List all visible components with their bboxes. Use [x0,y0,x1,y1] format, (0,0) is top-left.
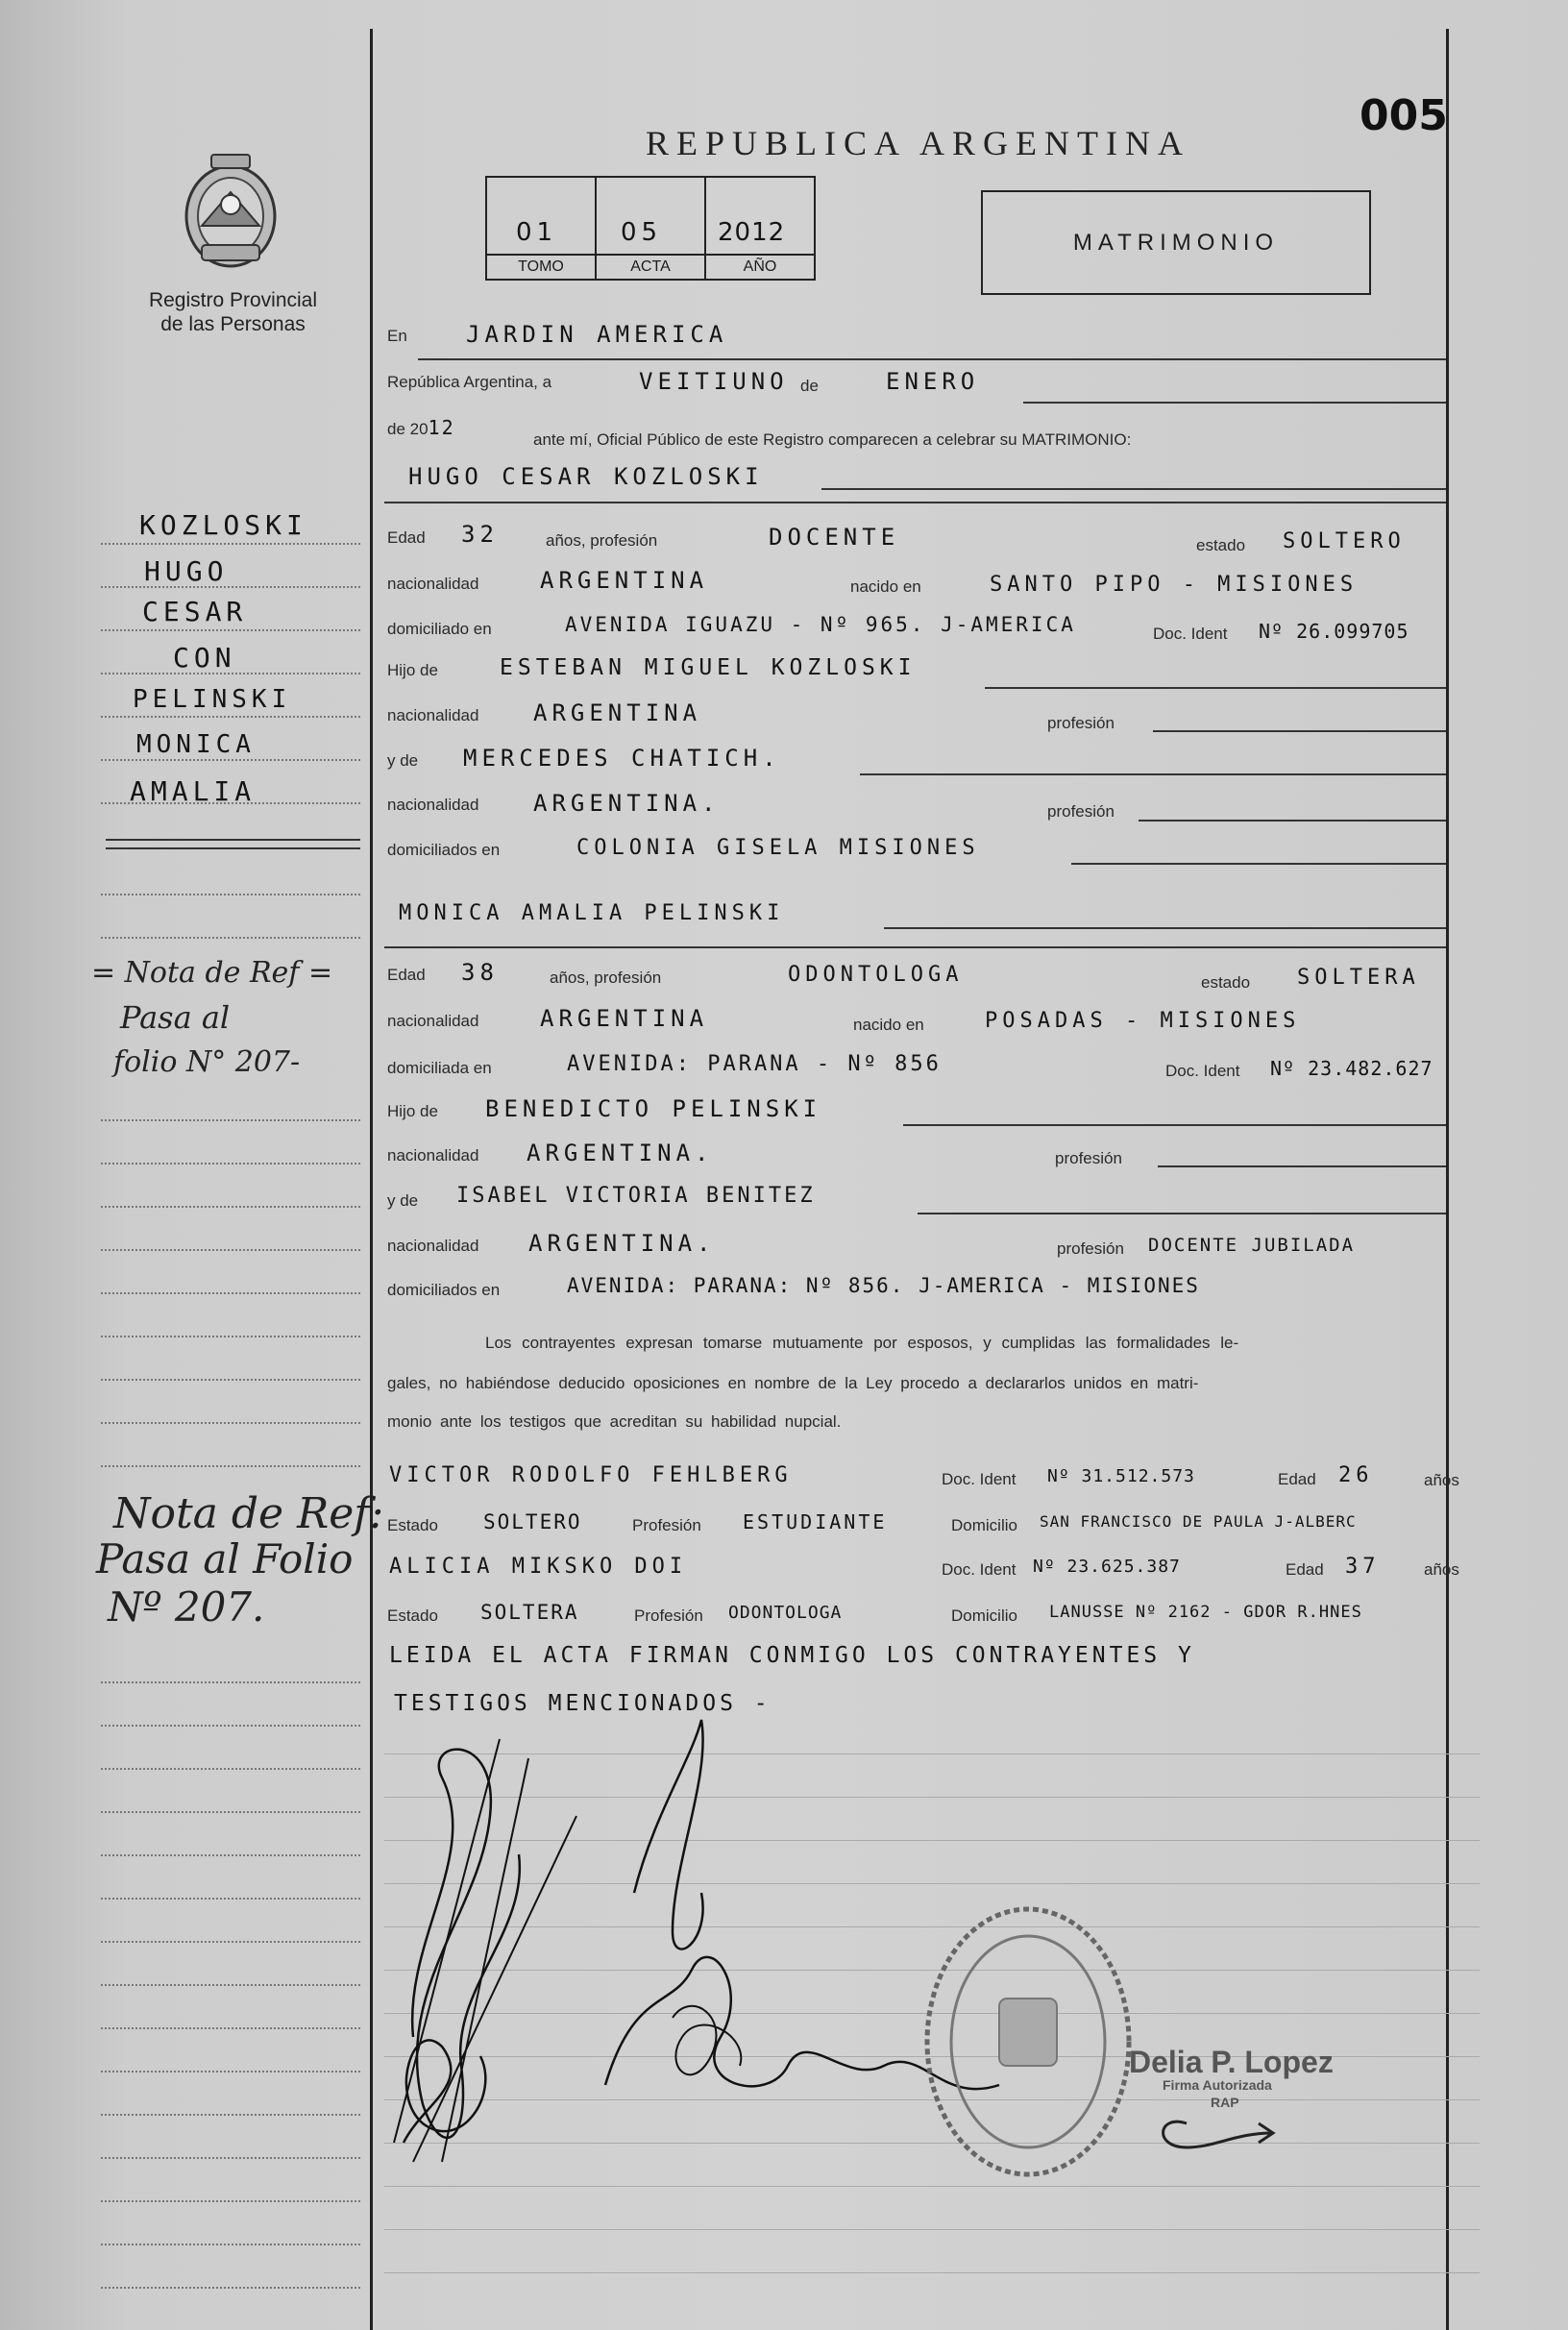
margin-ruled-line [101,894,360,895]
place-value: JARDIN AMERICA [466,321,728,348]
margin-note-line: AMALIA [130,775,257,807]
bride-mother-nationality: ARGENTINA. [528,1230,716,1257]
bride-mother-nac-label: nacionalidad [387,1237,479,1255]
signer-stamp-initials: RAP [1211,2095,1239,2110]
date-line [1023,402,1446,404]
bride-name: MONICA AMALIA PELINSKI [399,901,785,925]
groom-father-prof-label: profesión [1047,714,1115,732]
groom-yde-label: y de [387,751,419,770]
closing-line-2: TESTIGOS MENCIONADOS - [394,1691,772,1716]
signer-stamp-title: Firma Autorizada [1163,2077,1272,2093]
witness-2-profession: ODONTOLOGA [728,1603,843,1623]
place-line [418,358,1446,360]
groom-name-line [821,488,1446,490]
closing-line-1: LEIDA EL ACTA FIRMAN CONMIGO LOS CONTRAYENTES Y [389,1643,1195,1668]
margin-note-line: CESAR [142,596,248,627]
bride-mother-profession: DOCENTE JUBILADA [1148,1235,1356,1256]
bride-mother: ISABEL VICTORIA BENITEZ [456,1184,816,1208]
groom-birthplace: SANTO PIPO - MISIONES [990,573,1359,597]
margin-ruled-line [101,1379,360,1381]
margin-ruled-line [101,759,360,761]
margin-ruled-line [101,586,360,588]
bride-doc: Nº 23.482.627 [1270,1057,1433,1080]
margin-note-line: CON [173,642,236,674]
groom-mother-line [860,773,1446,775]
declaration-line-3: monio ante los testigos que acreditan su habilidad nupcial. [387,1412,842,1431]
groom-edad-label: Edad [387,528,426,547]
declaration-line-2: gales, no habiéndose deducido oposiciones en nombre de la Ley procedo a declararlos unidos en matri- [387,1374,1199,1392]
groom-mother-prof-line [1139,820,1446,822]
margin-ruled-line [101,1206,360,1208]
right-border-line [1446,29,1449,2330]
bride-father-nationality: ARGENTINA. [527,1140,714,1166]
witness-2-doc: Nº 23.625.387 [1033,1557,1181,1577]
bride-civil-status: SOLTERA [1297,966,1420,990]
groom-mother: MERCEDES CHATICH. [463,745,781,772]
margin-ruled-line [101,1984,360,1986]
groom-father-nationality: ARGENTINA [533,699,702,726]
margin-ruled-line [101,2287,360,2289]
bride-name-line [884,927,1446,929]
margin-ruled-line [101,2027,360,2029]
witness-1-doc: Nº 31.512.573 [1047,1466,1195,1486]
margin-note-line: HUGO [144,555,229,587]
groom-nationality: ARGENTINA [540,567,709,594]
acta-label: ACTA [597,254,704,279]
signer-initial-scribble [1148,2104,1283,2162]
margin-double-line [106,847,360,849]
bride-nacido-label: nacido en [853,1016,924,1034]
groom-domiciliado-label: domiciliado en [387,620,492,638]
witness-1-anos-label: años [1424,1471,1459,1489]
groom-father-prof-line [1153,730,1446,732]
margin-ruled-line [101,2071,360,2072]
body-ruled-line [384,2272,1480,2273]
bride-doc-label: Doc. Ident [1165,1062,1240,1080]
groom-estado-label: estado [1196,536,1246,554]
margin-ruled-line [101,1336,360,1337]
de20-text: de 20 [387,420,429,438]
groom-father-line [985,687,1446,689]
margin-ruled-line [101,1119,360,1121]
tomo-cell [487,178,597,279]
bride-nationality: ARGENTINA [540,1005,709,1032]
margin-ruled-line [101,937,360,939]
bride-age: 38 [461,959,499,986]
witness-2-civil-status: SOLTERA [480,1601,579,1624]
witness-1-doc-label: Doc. Ident [942,1470,1017,1488]
witness-1-profesion-label: Profesión [632,1516,701,1534]
act-type-box [981,190,1371,295]
margin-ref-note-bottom-line: Pasa al Folio [96,1535,354,1582]
ante-text: ante mí, Oficial Público de este Registro comparecen a celebrar su MATRIMONIO: [533,430,1132,449]
bride-domiciliada-label: domiciliada en [387,1059,492,1077]
declaration-line-1: Los contrayentes expresan tomarse mutuamente por esposos, y cumplidas las formalidades le- [485,1334,1239,1352]
bride-father-nac-label: nacionalidad [387,1146,479,1165]
bride-mother-line [918,1213,1446,1214]
country-title: REPUBLICA ARGENTINA [646,124,1191,162]
bride-edad-label: Edad [387,966,426,984]
page-number: 005 [1360,91,1448,140]
bride-father: BENEDICTO PELINSKI [485,1095,822,1122]
groom-doc: Nº 26.099705 [1259,620,1409,643]
bride-anos-label: años, profesión [550,969,662,987]
bride-father-prof-label: profesión [1055,1149,1122,1167]
witness-2-name: ALICIA MIKSKO DOI [389,1555,688,1579]
witness-1-address: SAN FRANCISCO DE PAULA J-ALBERC [1040,1512,1357,1531]
act-type-label: MATRIMONIO [1072,230,1280,256]
official-round-stamp-icon [918,1898,1139,2186]
bride-hijo-label: Hijo de [387,1102,438,1120]
witness-2-doc-label: Doc. Ident [942,1560,1017,1579]
margin-ruled-line [101,2157,360,2159]
witness-1-estado-label: Estado [387,1516,438,1534]
witness-1-civil-status: SOLTERO [483,1510,582,1533]
margin-ruled-line [101,1811,360,1813]
groom-profession: DOCENTE [769,524,900,551]
bride-profession: ODONTOLOGA [788,963,964,987]
ano-value: 2012 [718,218,786,247]
margin-ruled-line [101,543,360,545]
witness-2-address: LANUSSE Nº 2162 - GDOR R.HNES [1049,1603,1362,1622]
margin-double-line [106,839,360,841]
margin-note-line: KOZLOSKI [139,509,307,541]
de20-label [387,416,455,439]
bride-estado-label: estado [1201,973,1251,992]
bride-father-line [903,1124,1446,1126]
witness-1-age: 26 [1338,1463,1374,1487]
margin-ruled-line [101,1681,360,1683]
bride-yde-label: y de [387,1191,419,1210]
groom-age: 32 [461,521,499,548]
margin-ref-note-line: folio N° 207- [113,1045,301,1079]
groom-mother-nac-label: nacionalidad [387,796,479,814]
groom-father-nac-label: nacionalidad [387,706,479,724]
tomo-value: 01 [516,218,558,247]
year-suffix: 12 [428,416,455,439]
acta-cell [597,178,706,279]
registry-line-2: de las Personas [160,313,306,335]
groom-nacido-label: nacido en [850,577,921,596]
groom-hijo-label: Hijo de [387,661,438,679]
margin-ref-note-bottom-line: Nota de Ref: [113,1489,384,1538]
margin-ruled-line [101,1898,360,1900]
margin-ruled-line [101,1465,360,1467]
witness-1-edad-label: Edad [1278,1470,1316,1488]
registry-line-1: Registro Provincial [148,289,318,311]
margin-ruled-line [101,1163,360,1165]
groom-nacionalidad-label: nacionalidad [387,575,479,593]
groom-address: AVENIDA IGUAZU - Nº 965. J-AMERICA [565,613,1076,636]
signer-stamp-name: Delia P. Lopez [1129,2045,1334,2079]
margin-ruled-line [101,1768,360,1770]
margin-ruled-line [101,1941,360,1943]
witness-2-estado-label: Estado [387,1606,438,1625]
margin-ruled-line [101,2114,360,2116]
margin-ruled-line [101,1249,360,1251]
groom-name: HUGO CESAR KOZLOSKI [408,463,764,490]
margin-ruled-line [101,1292,360,1294]
ano-cell [706,178,814,279]
margin-ref-note-line: Pasa al [120,999,231,1036]
ano-label: AÑO [706,254,814,279]
groom-parents-address-line [1071,863,1446,865]
body-ruled-line [384,2229,1480,2230]
margin-ruled-line [101,716,360,718]
witness-1-name: VICTOR RODOLFO FEHLBERG [389,1463,793,1487]
bride-mother-prof-label: profesión [1057,1239,1124,1258]
provincial-seal-icon [173,149,288,274]
groom-section-line [384,502,1446,503]
witness-1-profession: ESTUDIANTE [743,1510,888,1533]
margin-ref-note-line: = Nota de Ref = [91,956,333,990]
de-label: de [800,377,819,395]
witness-1-domicilio-label: Domicilio [951,1516,1017,1534]
groom-mother-prof-label: profesión [1047,802,1115,821]
margin-note-line: PELINSKI [133,685,292,714]
groom-civil-status: SOLTERO [1283,529,1406,553]
registry-name [130,288,336,336]
margin-ruled-line [101,2200,360,2202]
en-label: En [387,327,407,345]
margin-ref-note-bottom-line: Nº 207. [108,1583,265,1631]
bride-father-prof-line [1158,1165,1446,1167]
acta-value: 05 [621,218,663,247]
record-grid [487,178,814,279]
bride-parents-address: AVENIDA: PARANA: Nº 856. J-AMERICA - MISIONES [567,1274,1200,1297]
bride-domiciliados-label: domiciliados en [387,1281,501,1299]
margin-note-line: MONICA [136,730,256,759]
groom-domiciliados-label: domiciliados en [387,841,501,859]
margin-ruled-line [101,1725,360,1727]
witness-2-edad-label: Edad [1286,1560,1324,1579]
left-border-line [370,29,373,2330]
month-value: ENERO [886,368,980,395]
tomo-label: TOMO [487,254,595,279]
groom-doc-label: Doc. Ident [1153,625,1228,643]
witness-2-profesion-label: Profesión [634,1606,703,1625]
groom-parents-address: COLONIA GISELA MISIONES [576,836,980,860]
groom-mother-nationality: ARGENTINA. [533,790,721,817]
bride-section-line [384,946,1446,948]
margin-ruled-line [101,1422,360,1424]
margin-ruled-line [101,629,360,631]
record-box [485,176,816,281]
witness-2-anos-label: años [1424,1560,1459,1579]
witness-2-age: 37 [1345,1555,1381,1579]
day-value: VEITIUNO [639,368,789,395]
margin-ruled-line [101,2244,360,2245]
republica-label: República Argentina, a [387,373,552,391]
witness-2-domicilio-label: Domicilio [951,1606,1017,1625]
bride-nacionalidad-label: nacionalidad [387,1012,479,1030]
bride-address: AVENIDA: PARANA - Nº 856 [567,1052,942,1076]
groom-anos-label: años, profesión [546,531,658,550]
bride-birthplace: POSADAS - MISIONES [985,1009,1301,1033]
margin-ruled-line [101,1854,360,1856]
groom-father: ESTEBAN MIGUEL KOZLOSKI [500,655,917,680]
